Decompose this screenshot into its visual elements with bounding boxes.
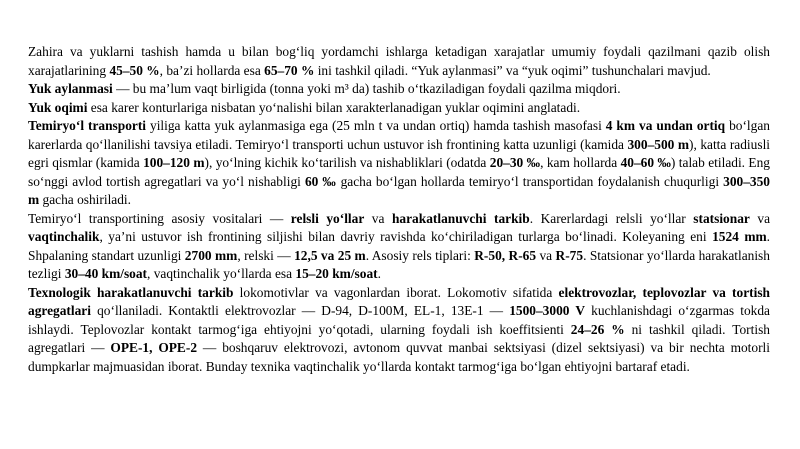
paragraph-asosiy-vositalari: Temiryo‘l transportining asosiy vositalari — relsli yo‘llar va harakatlanuvchi tarkib. Karerlardagi relsli yo‘llar statsionar va vaqtinchalik, ya’ni ustuvor ish frontining siljishi bilan davriy ravishda ko‘chiriladigan turlarga bo‘linadi. Koleyaning eni 1524 mm. Shpalaning standart uzunligi 2700 mm, relski — 12,5 va 25 m. Asosiy rels tiplari: R-50, R-65 va R-75. Statsionar yo‘llarda harakatlanish tezligi 30–40 km/soat, vaqtinchalik yo‘llarda esa 15–20 km/soat. [28, 210, 771, 281]
document-body [28, 43, 770, 376]
paragraph-temiryol-transporti: Temiryo‘l transporti yiliga katta yuk aylanmasiga ega (25 mln t va undan ortiq) hamda tashish masofasi 4 km va undan ortiq bo‘lgan karerlarda qo‘llanilishi tavsiya etiladi. Temiryo‘l transporti uchun ustuvor ish frontining katta uzunligi (kamida 300–500 m), katta radiusli egri qismlar (kamida 100–120 m), yo‘lning kichik ko‘tarilish va nishabliklari (odatda 20–30 ‰, kam hollarda 40–60 ‰) talab etiladi. Eng so‘nggi avlod tortish agregatlari va yo‘l nishabligi 60 ‰ gacha bo‘lgan hollarda temiryo‘l transportidan foydalanish chuqurligi 300–350 m gacha oshiriladi. [28, 118, 771, 207]
paragraph-intro: Zahira va yuklarni tashish hamda u bilan bog‘liq yordamchi ishlarga ketadigan xarajatlar umumiy foydali qazilmani qazib olish xarajatlarining 45–50 %, ba’zi hollarda esa 65–70 % ini tashkil qiladi. “Yuk aylanmasi” va “yuk oqimi” tushunchalari mavjud. [28, 44, 770, 78]
paragraph-yuk-oqimi: Yuk oqimi esa karer konturlariga nisbatan yo‘nalishi bilan xarakterlanadigan yuklar oqimini anglatadi. [28, 99, 581, 115]
paragraph-harakatlanuvchi-tarkib: Texnologik harakatlanuvchi tarkib lokomotivlar va vagonlardan iborat. Lokomotiv sifatida elektrovozlar, teplovozlar va tortish agregatlari qo‘llaniladi. Kontaktli elektrovozlar — D-94, D-100M, EL-1, 13E-1 — 1500–3000 V kuchlanishdagi o‘zgarmas tokda ishlaydi. Teplovozlar kontakt tarmog‘iga ehtiyojni yo‘qotadi, ularning foydali ish koeffitsienti 24–26 % ni tashkil qiladi. Tortish agregatlari — OPE-1, OPE-2 — boshqaruv elektrovozi, avtonom quvvat manbai sektsiyasi (dizel sektsiyasi) va bir nechta motorli dumpkarlar majmuasidan iborat. Bunday texnika vaqtinchalik yo‘llarda kontakt tarmog‘iga bo‘lgan ehtiyojni bartaraf etadi. [28, 284, 770, 374]
paragraph-yuk-aylanmasi: Yuk aylanmasi — bu ma’lum vaqt birligida (tonna yoki m³ da) tashib o‘tkaziladigan foydali qazilma miqdori. [28, 81, 621, 96]
